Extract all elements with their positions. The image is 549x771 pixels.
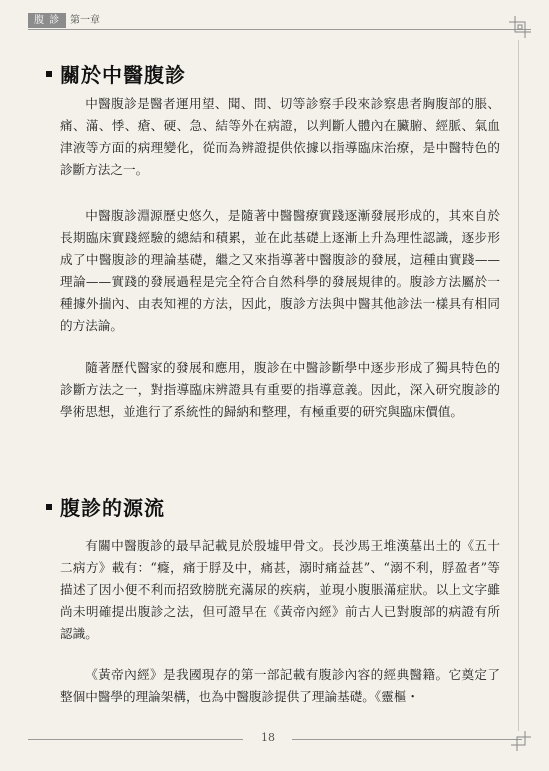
paragraph: 中醫腹診是醫者運用望、聞、問、切等診察手段來診察患者胸腹部的脹、痛、滿、悸、瘡、硬、急、結等外在病證，以判斷人體內在臟腑、經脈、氣血津液等方面的病理變化，從而為辨證提供依據以指導臨床治療，是中醫特色的診斷方法之一。 <box>60 96 500 177</box>
corner-ornament-icon <box>509 729 533 753</box>
square-bullet-icon <box>46 71 52 77</box>
section-title: 關於中醫腹診 <box>60 63 186 87</box>
section-heading <box>46 492 165 521</box>
header-tag: 腹 診 <box>28 13 66 28</box>
square-bullet-icon <box>46 504 52 510</box>
section-title: 腹診的源流 <box>60 496 165 520</box>
paragraph: 中醫腹診淵源歷史悠久，是隨著中醫醫療實踐逐漸發展形成的，其來自於長期臨床實踐經驗的總結和積累，並在此基礎上逐漸上升為理性認識，逐步形成了中醫腹診的理論基礎，繼之又來指導著中醫腹診的發展，這種由實踐——理論——實踐的發展過程是完全符合自然科學的發展規律的。腹診方法屬於一種據外揣內、由表知裡的方法，因此，腹診方法與中醫其他診法一樣具有相同的方法論。 <box>60 208 500 333</box>
header-rule <box>28 29 531 30</box>
margin-rule <box>518 40 519 731</box>
footer-rule-left <box>28 739 243 740</box>
paragraph: 《黃帝內經》是我國現存的第一部記載有腹診內容的經典醫籍。它奠定了整個中醫學的理論架構，也為中醫腹診提供了理論基礎。《靈樞・ <box>60 667 500 704</box>
paragraph: 有關中醫腹診的最早記載見於殷墟甲骨文。長沙馬王堆漢墓出土的《五十二病方》載有：“癃，痛于脬及中，痛甚，溺时痛益甚”、“溺不利，脬盈者”等描述了因小便不利而招致膀胱充滿尿的疾病，並現小腹脹滿症狀。以上文字雖尚未明確提出腹診之法，但可證早在《黃帝內經》前古人已對腹部的病證有所認識。 <box>60 538 500 641</box>
corner-ornament-icon <box>507 14 533 40</box>
page-number: 18 <box>261 731 275 744</box>
paragraph: 隨著歷代醫家的發展和應用，腹診在中醫診斷學中逐步形成了獨具特色的診斷方法之一，對指導臨床辨證具有重要的指導意義。因此，深入研究腹診的學術思想，並進行了系統性的歸納和整理，有極重要的研究與臨床價值。 <box>60 360 500 419</box>
section-heading <box>46 59 186 88</box>
footer-rule-right <box>292 739 522 740</box>
header-chapter: 第一章 <box>70 15 100 26</box>
